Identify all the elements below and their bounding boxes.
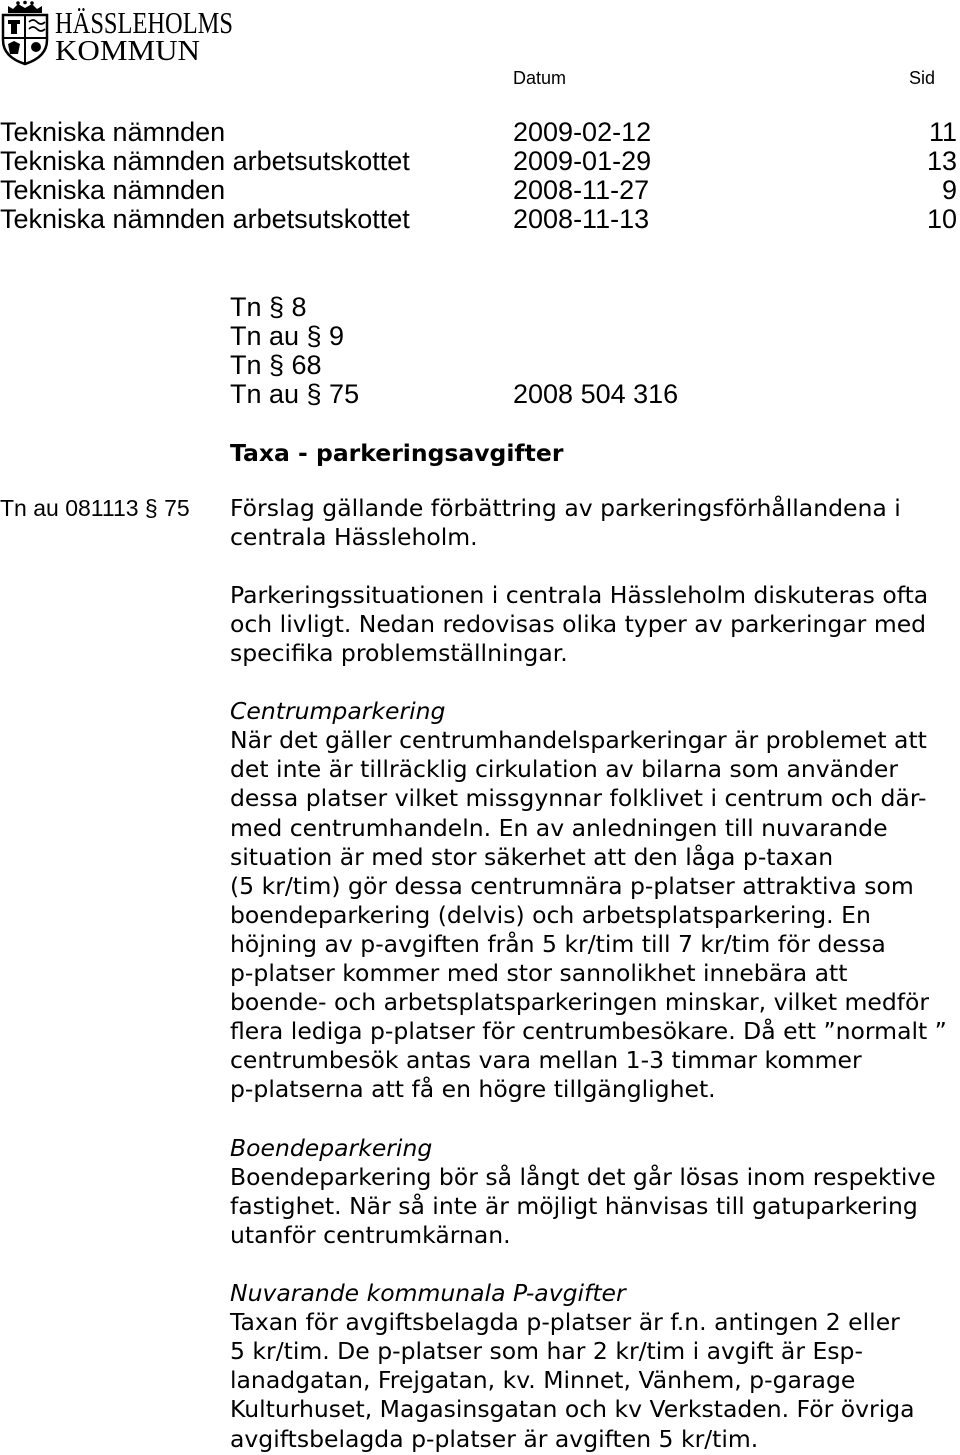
meeting-body: Tekniska nämnden (0, 116, 226, 147)
meeting-date: 2008-11-27 (513, 174, 650, 205)
meeting-row (0, 176, 960, 205)
meeting-row (0, 147, 960, 176)
text-line: utanför centrumkärnan. (230, 1220, 511, 1249)
text-line: 5 kr/tim. De p-platser som har 2 kr/tim i avgift är Esp- (230, 1337, 863, 1366)
paragraph-ref: Tn au § 75 (230, 378, 360, 409)
text-line: Parkeringssituationen i centrala Hässleholm diskuteras ofta (230, 580, 929, 609)
text-line: Förslag gällande förbättring av parkeringsförhållandena i (230, 493, 901, 522)
text-line: flera lediga p-platser för centrumbesökare. Då ett ”normalt ” (230, 1017, 947, 1046)
text-line: Boendeparkering bör så långt det går lösas inom respektive (230, 1162, 936, 1191)
meeting-body: Tekniska nämnden arbetsutskottet (0, 203, 410, 234)
text-line: och livligt. Nedan redovisas olika typer av parkeringar med (230, 609, 927, 638)
text-line: situation är med stor säkerhet att den låga p-taxan (230, 842, 834, 871)
body-text (230, 494, 958, 1454)
meeting-page: 10 (926, 203, 957, 234)
meeting-page: 9 (941, 174, 957, 205)
reference-row (230, 380, 950, 409)
meeting-page: 13 (926, 145, 957, 176)
coat-of-arms-icon (3, 1, 47, 64)
text-line: avgiftsbelagda p-platser är avgiften 5 kr/tim. (230, 1424, 759, 1453)
reference-row (230, 322, 950, 351)
text-line: dessa platser vilket missgynnar folklivet i centrum och där- (230, 784, 927, 813)
section-centrumparkering (230, 697, 958, 1104)
text-line: det inte är tillräcklig cirkulation av bilarna som använder (230, 755, 898, 784)
logo-wordmark-line2: KOMMUN (55, 35, 201, 67)
section-heading: Boendeparkering (230, 1133, 433, 1162)
meeting-date: 2009-02-12 (513, 116, 652, 147)
text-line: Taxan för avgiftsbelagda p-platser är f.n. antingen 2 eller (230, 1308, 900, 1337)
text-line: centrumbesök antas vara mellan 1-3 timmar kommer (230, 1046, 862, 1075)
text-line: centrala Hässleholm. (230, 522, 478, 551)
paragraph-ref: Tn au § 9 (230, 320, 345, 351)
paragraph-references (230, 293, 950, 409)
date-column-label: Datum (513, 68, 567, 88)
meeting-row (0, 205, 960, 234)
meeting-page: 11 (928, 116, 957, 147)
text-line: Kulturhuset, Magasinsgatan och kv Verkstaden. För övriga (230, 1395, 915, 1424)
proposal-paragraph (230, 494, 958, 552)
margin-note: Tn au 081113 § 75 (0, 494, 190, 521)
text-line: boende- och arbetsplatsparkeringen minskar, vilket medför (230, 988, 930, 1017)
municipality-logo (0, 0, 240, 66)
reference-row (230, 293, 950, 322)
paragraph-ref: Tn § 8 (230, 291, 307, 322)
document-title: Taxa - parkeringsavgifter (230, 438, 564, 467)
section-heading: Nuvarande kommunala P-avgifter (230, 1279, 626, 1308)
text-line: boendeparkering (delvis) och arbetsplatsparkering. En (230, 900, 871, 929)
intro-paragraph (230, 581, 958, 668)
paragraph-ref: Tn § 68 (230, 349, 322, 380)
text-line: p-platser kommer med stor sannolikhet innebära att (230, 959, 848, 987)
text-line: specifika problemställningar. (230, 638, 568, 667)
section-heading: Centrumparkering (230, 697, 446, 726)
text-line: höjning av p-avgiften från 5 kr/tim till 7 kr/tim för dessa (230, 929, 886, 958)
text-line: (5 kr/tim) gör dessa centrumnära p-platser attraktiva som (230, 871, 914, 900)
meeting-date: 2008-11-13 (513, 203, 650, 234)
text-line: lanadgatan, Frejgatan, kv. Minnet, Vänhem, p-garage (230, 1366, 856, 1395)
text-line: p-platserna att få en högre tillgänglighet. (230, 1075, 716, 1104)
meeting-body: Tekniska nämnden (0, 174, 226, 205)
text-line: med centrumhandeln. En av anledningen till nuvarande (230, 813, 888, 842)
section-boendeparkering (230, 1134, 958, 1250)
meeting-body: Tekniska nämnden arbetsutskottet (0, 145, 410, 176)
case-number: 2008 504 316 (513, 378, 679, 409)
text-line: När det gäller centrumhandelsparkeringar är problemet att (230, 726, 927, 755)
meeting-date: 2009-01-29 (513, 145, 652, 176)
meetings-table (0, 118, 960, 234)
meeting-row (0, 118, 960, 147)
reference-row (230, 351, 950, 380)
logo-wordmark-line1: HÄSSLEHOLMS (55, 5, 233, 40)
text-line: fastighet. När så inte är möjligt hänvisas till gatuparkering (230, 1191, 918, 1220)
page-column-label: Sid (908, 68, 935, 88)
section-p-avgifter (230, 1279, 958, 1454)
